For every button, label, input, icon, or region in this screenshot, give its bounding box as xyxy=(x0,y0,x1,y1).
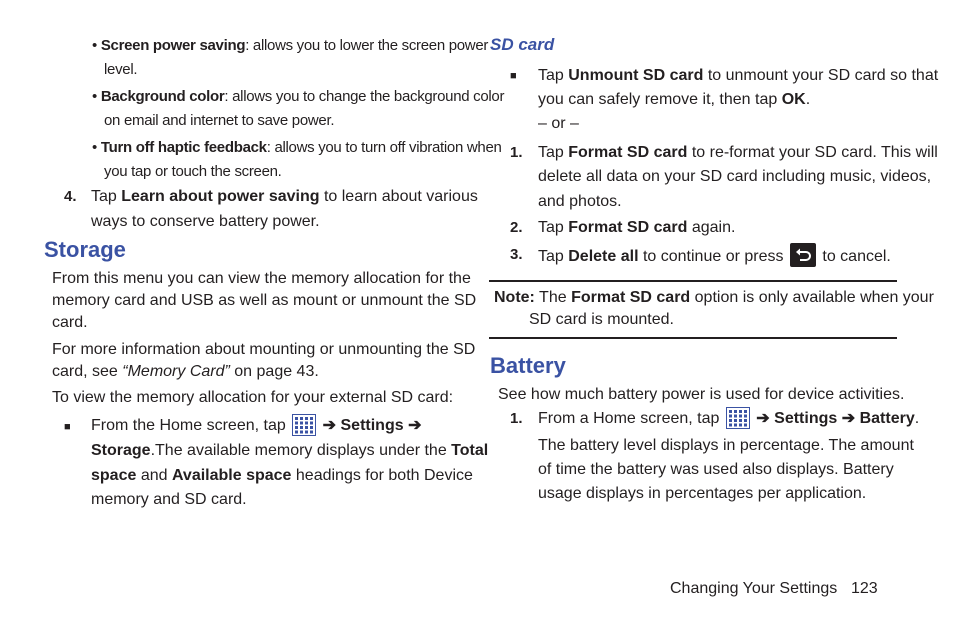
unmount-step: Tap Unmount SD card to unmount your SD card so that xyxy=(538,67,939,84)
square-bullet: ■ xyxy=(510,70,517,82)
delete-all-step: Tap Delete all to continue or press to cancel. xyxy=(538,243,891,269)
or-separator: – or – xyxy=(538,115,579,132)
battery-step-line: The battery level displays in percentage. The amount xyxy=(538,437,914,454)
note-line: SD card is mounted. xyxy=(529,311,674,328)
format-again-step: Tap Format SD card again. xyxy=(538,219,736,236)
step-number: 2. xyxy=(510,219,523,236)
storage-heading: Storage xyxy=(44,237,126,262)
storage-para-memory-link: card, see “Memory Card” on page 43. xyxy=(52,363,319,380)
step-cont: ways to conserve battery power. xyxy=(91,213,320,230)
sd-card-heading: SD card xyxy=(490,35,555,54)
step-number: 1. xyxy=(510,410,523,427)
bullet-background-color: • Background color: allows you to change the background color xyxy=(92,88,505,105)
apps-grid-icon xyxy=(726,407,750,429)
storage-para-line: To view the memory allocation for your external SD card: xyxy=(52,389,454,406)
storage-para-line: For more information about mounting or unmounting the SD xyxy=(52,341,476,358)
note-text: Note: The Format SD card option is only available when your xyxy=(494,289,934,306)
storage-step-line: memory and SD card. xyxy=(91,491,247,508)
storage-step-line: space and Available space headings for both Device xyxy=(91,467,473,484)
page-number: 123 xyxy=(851,580,878,597)
battery-para: See how much battery power is used for device activities. xyxy=(498,386,905,403)
step-number: 1. xyxy=(510,144,523,161)
apps-grid-icon xyxy=(292,414,316,436)
battery-step-line: usage displays in percentages per application. xyxy=(538,485,867,502)
battery-heading: Battery xyxy=(490,353,566,378)
bullet-haptic-feedback: • Turn off haptic feedback: allows you to turn off vibration when xyxy=(92,139,502,156)
bullet-cont: you tap or touch the screen. xyxy=(104,163,282,180)
footer-section-title: Changing Your Settings xyxy=(670,580,838,597)
note-top-rule xyxy=(489,280,897,282)
storage-step: From the Home screen, tap ➔ Settings ➔ xyxy=(91,414,421,438)
storage-para-line: From this menu you can view the memory allocation for the xyxy=(52,270,471,287)
format-step-line: delete all data on your SD card including music, videos, xyxy=(538,168,932,185)
format-step-line: and photos. xyxy=(538,193,622,210)
battery-step: From a Home screen, tap ➔ Settings ➔ Battery. xyxy=(538,407,919,431)
storage-para-line: card. xyxy=(52,314,88,331)
bullet-screen-power-saving: • Screen power saving: allows you to lower the screen power xyxy=(92,37,489,54)
bullet-cont: level. xyxy=(104,61,138,78)
step-learn-power-saving: Tap Learn about power saving to learn about various xyxy=(91,188,478,205)
step-number: 4. xyxy=(64,188,77,205)
bullet-cont: on email and internet to save power. xyxy=(104,112,335,129)
storage-para-line: memory card and USB as well as mount or unmount the SD xyxy=(52,292,477,309)
memory-card-link[interactable]: “Memory Card” xyxy=(122,363,230,380)
step-number: 3. xyxy=(510,246,523,263)
square-bullet: ■ xyxy=(64,421,71,433)
back-icon xyxy=(790,243,816,267)
format-step: Tap Format SD card to re-format your SD card. This will xyxy=(538,144,938,161)
unmount-step-line: you can safely remove it, then tap OK. xyxy=(538,91,811,108)
storage-step-line: Storage.The available memory displays under the Total xyxy=(91,442,489,459)
note-bottom-rule xyxy=(489,337,897,339)
battery-step-line: of time the battery was used also displays. Battery xyxy=(538,461,894,478)
